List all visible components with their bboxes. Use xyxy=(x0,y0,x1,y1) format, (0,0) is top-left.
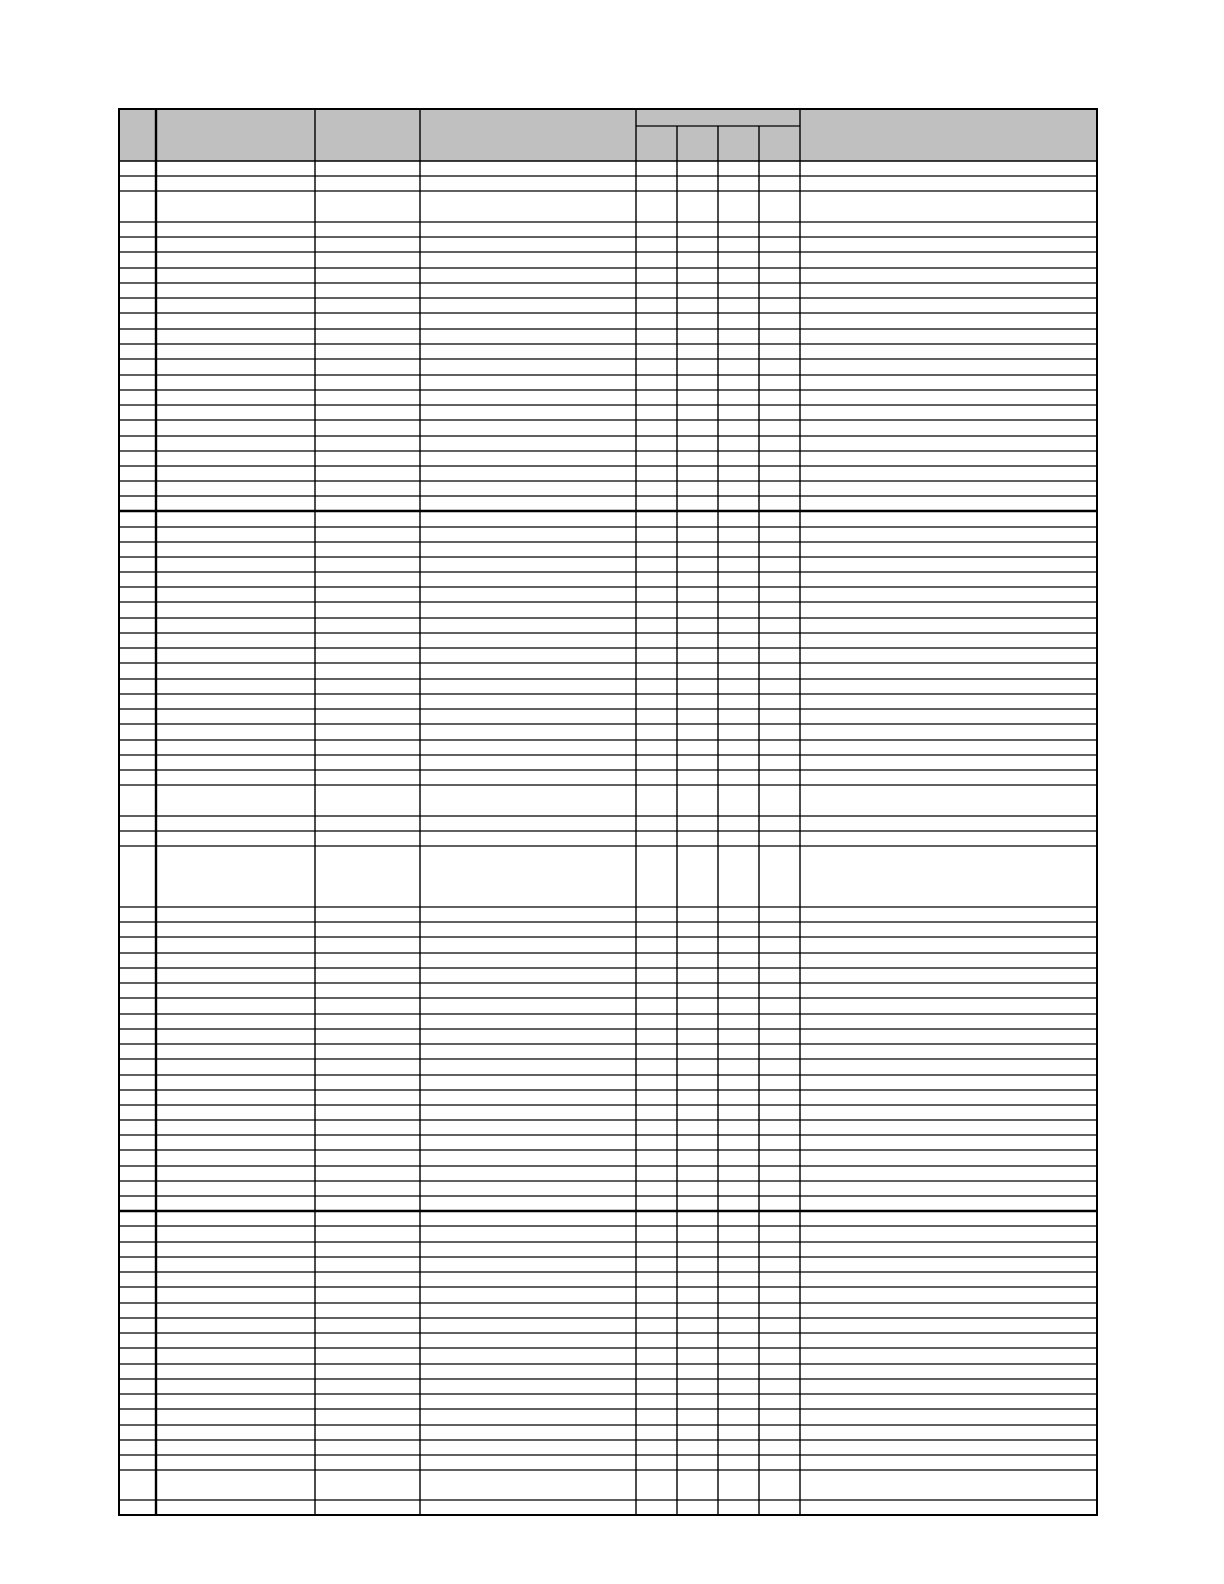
header-band xyxy=(119,109,1097,161)
